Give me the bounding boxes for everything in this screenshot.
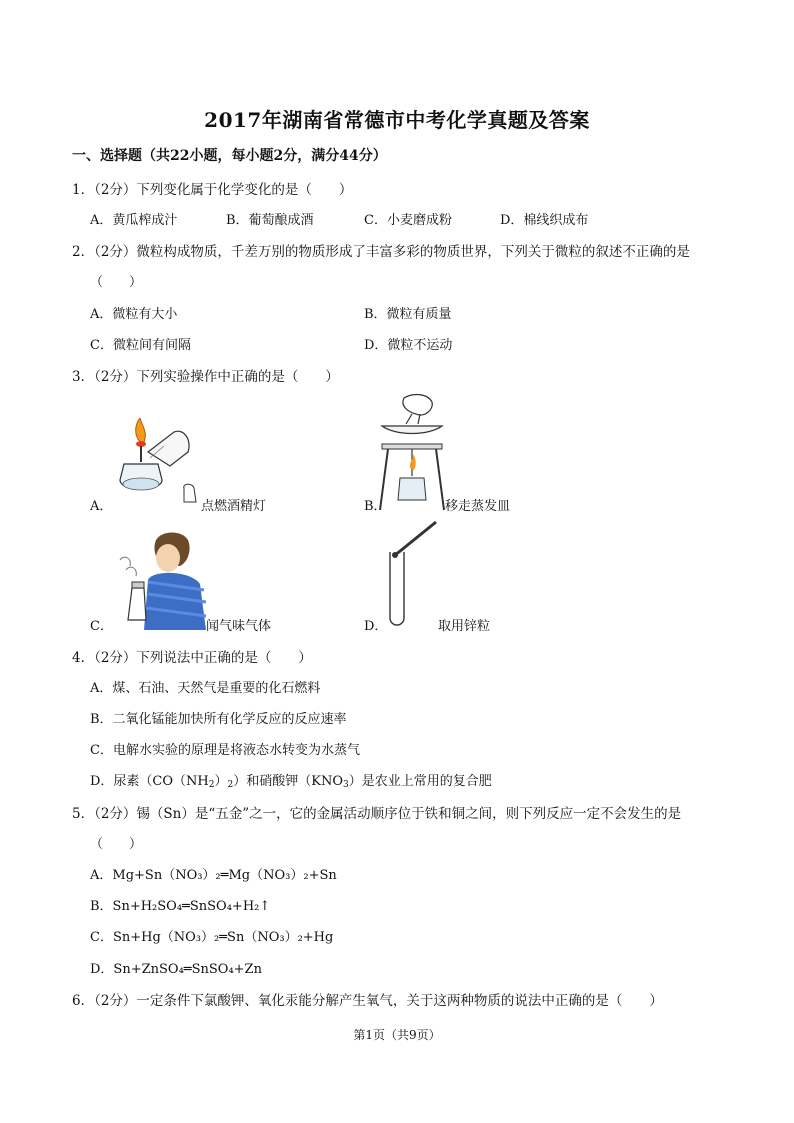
question-4-option-a: A．煤、石油、天然气是重要的化石燃料 <box>90 681 321 696</box>
question-2-stem: 2．（2分）微粒构成物质，千差万别的物质形成了丰富多彩的物质世界，下列关于微粒的叙述不正确的是 <box>72 244 690 260</box>
question-3-option-a-letter: A． <box>90 499 113 514</box>
question-5-option-d: D．Sn+ZnSO₄═SnSO₄+Zn <box>90 962 262 977</box>
question-3-option-c-letter: C． <box>90 619 113 634</box>
question-3-option-b-text: 移走蒸发皿 <box>445 499 511 514</box>
question-4-option-c: C．电解水实验的原理是将液态水转变为水蒸气 <box>90 743 360 758</box>
question-1-option-d: D．棉线织成布 <box>500 213 589 228</box>
question-5-paren: （ ） <box>90 837 143 852</box>
question-2-option-d: D．微粒不运动 <box>364 338 453 353</box>
question-1-stem: 1．（2分）下列变化属于化学变化的是（ ） <box>72 182 353 198</box>
question-3-option-a-text: 点燃酒精灯 <box>201 499 267 514</box>
question-1-option-b: B．葡萄酿成酒 <box>226 213 314 228</box>
page-footer: 第1页（共9页） <box>353 1028 441 1042</box>
question-5-option-c: C．Sn+Hg（NO₃）₂═Sn（NO₃）₂+Hg <box>90 930 334 945</box>
page-title: 2017年湖南省常德市中考化学真题及答案 <box>204 108 590 132</box>
alcohol-lamp-figure <box>104 418 204 510</box>
question-4-option-d: D．尿素$(CO(NH_2)_2)$和硝酸钾$(KNO_3)$是农业上常用的复合肥 <box>90 774 492 790</box>
question-3-option-d-text: 取用锌粒 <box>438 619 491 634</box>
smelling-gas-figure <box>108 530 210 630</box>
question-2-option-c: C．微粒间有间隔 <box>90 338 191 353</box>
question-1-option-c: C．小麦磨成粉 <box>364 213 452 228</box>
question-5-stem: 5．（2分）锡（Sn）是“五金”之一，它的金属活动顺序位于铁和铜之间，则下列反应一定不会发生的是 <box>72 806 682 822</box>
question-6-stem: 6．（2分）一定条件下氯酸钾、氧化汞能分解产生氧气，关于这两种物质的说法中正确的是（ ） <box>72 993 663 1009</box>
question-3-stem: 3．（2分）下列实验操作中正确的是（ ） <box>72 369 339 385</box>
question-3-option-c-text: 闻气味气体 <box>206 619 272 634</box>
question-2-option-b: B．微粒有质量 <box>364 307 452 322</box>
question-3-option-d-letter: D． <box>364 619 388 634</box>
question-1-option-a: A．黄瓜榨成汁 <box>90 213 178 228</box>
section-heading: 一、选择题（共22小题，每小题2分，满分44分） <box>72 148 387 164</box>
question-2-option-a: A．微粒有大小 <box>90 307 178 322</box>
test-tube-figure <box>384 518 444 630</box>
evaporating-dish-figure <box>376 392 448 512</box>
question-2-paren: （ ） <box>90 275 143 290</box>
question-4-stem: 4．（2分）下列说法中正确的是（ ） <box>72 650 312 666</box>
question-5-option-a: A．Mg+Sn（NO₃）₂═Mg（NO₃）₂+Sn <box>90 868 337 883</box>
question-5-option-b: B．Sn+H₂SO₄═SnSO₄+H₂↑ <box>90 899 271 914</box>
question-4-option-b: B．二氧化锰能加快所有化学反应的反应速率 <box>90 712 347 727</box>
question-3-option-b-letter: B． <box>364 499 387 514</box>
